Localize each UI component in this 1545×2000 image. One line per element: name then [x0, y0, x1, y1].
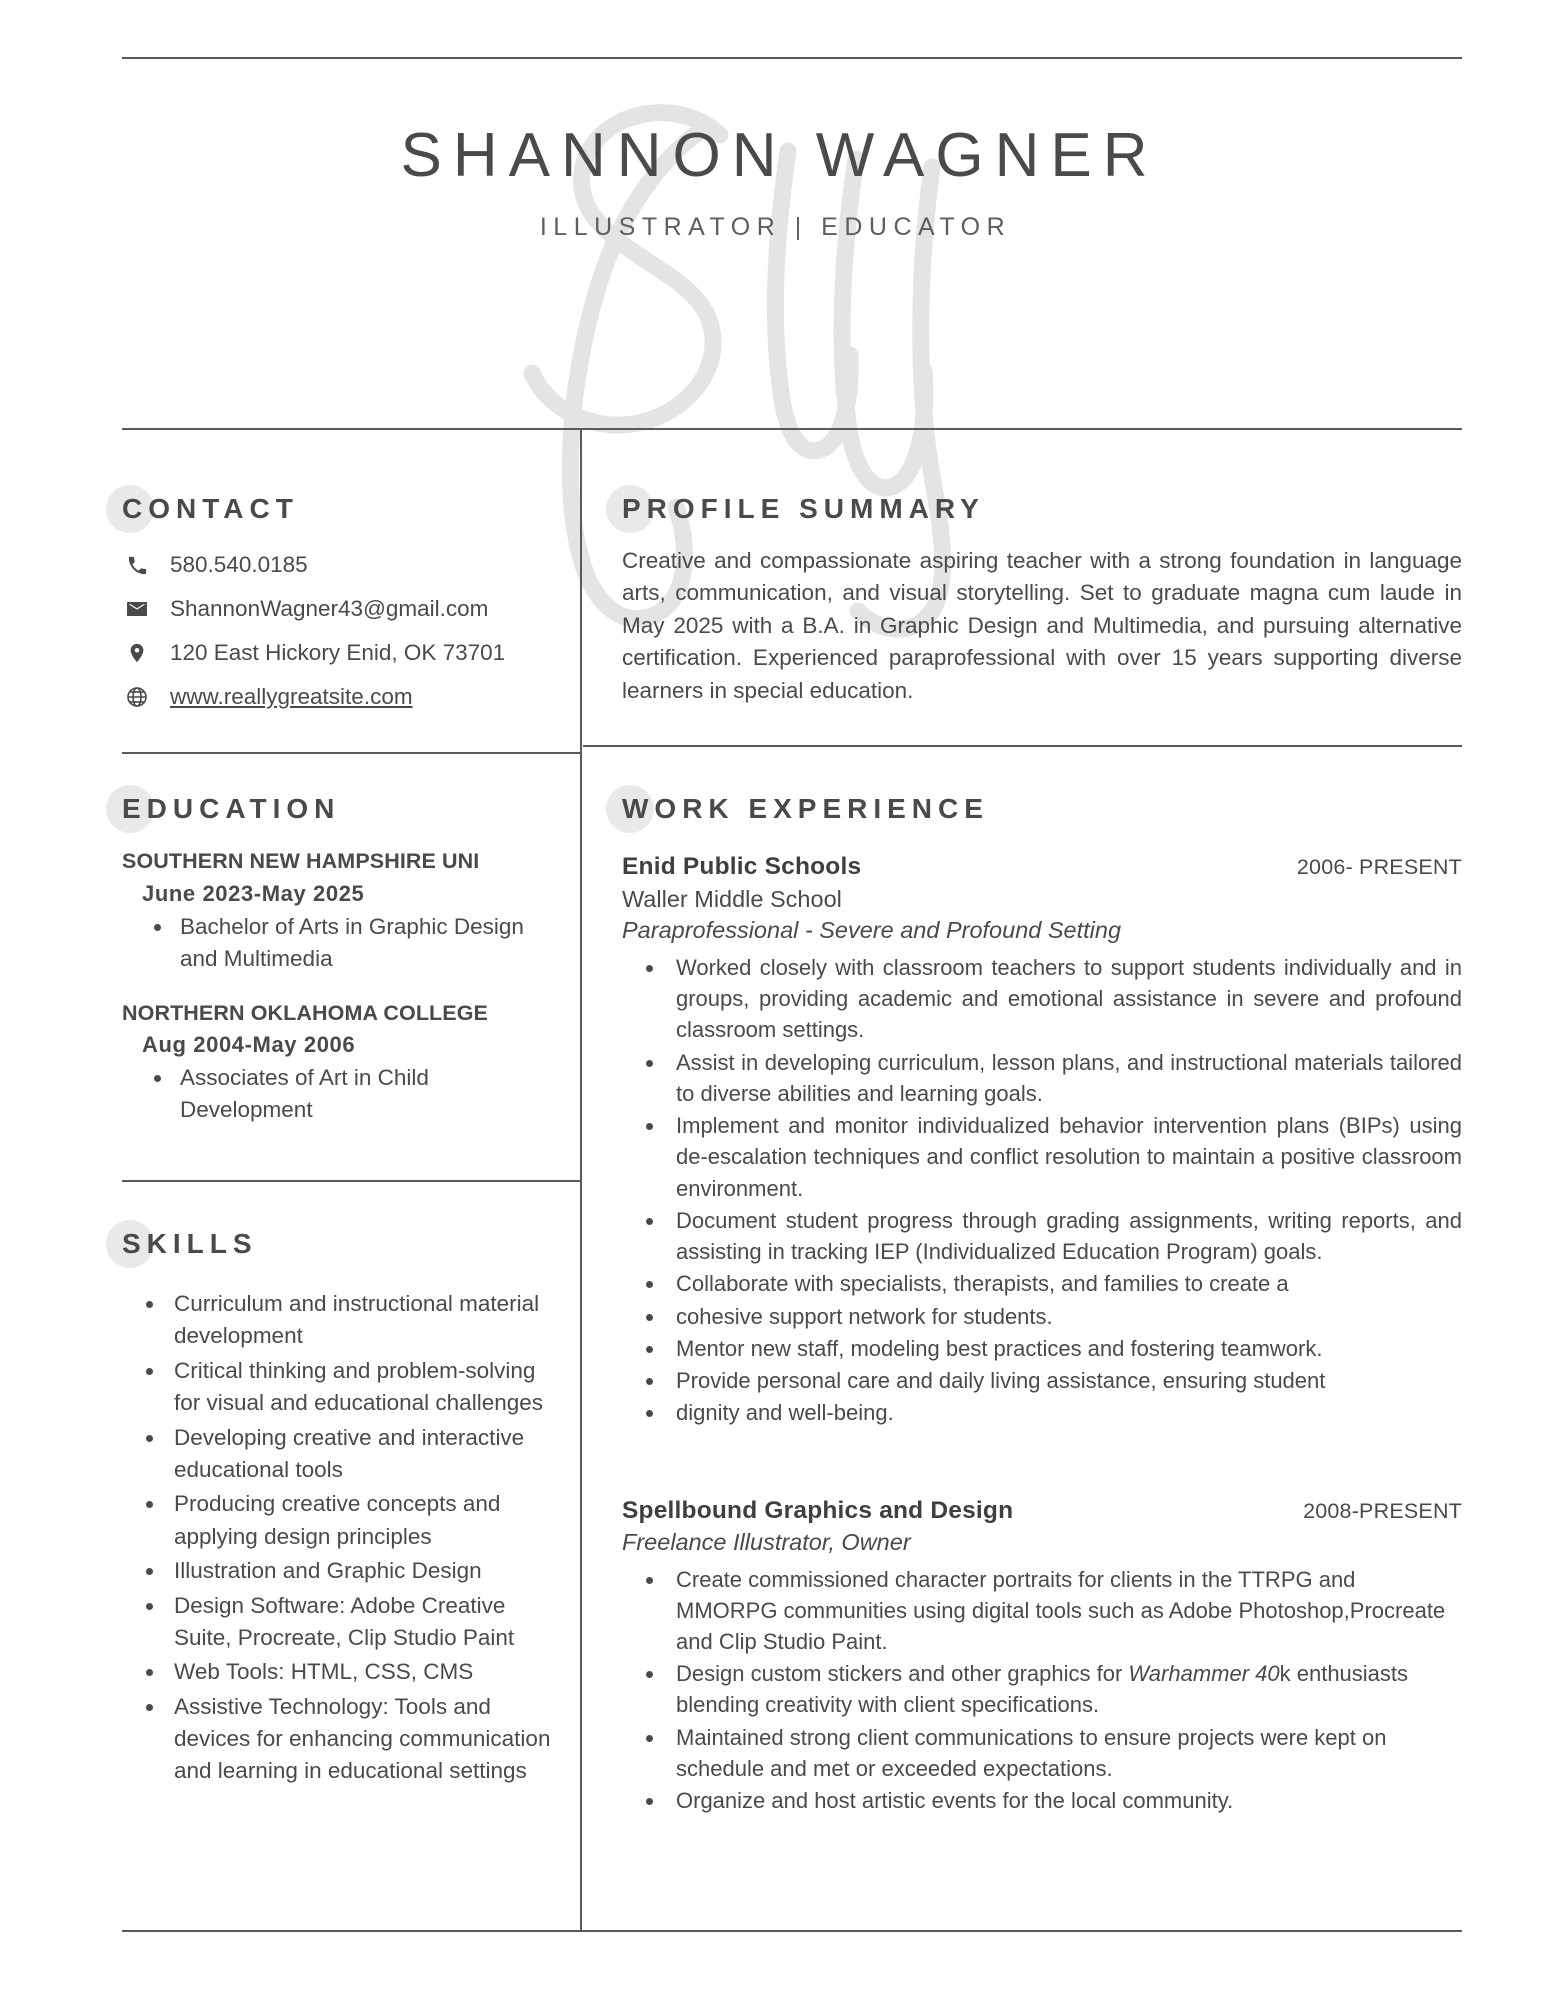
contact-item-website[interactable] — [122, 683, 562, 711]
contact-section — [122, 495, 562, 728]
contact-heading: CONTACT — [122, 493, 299, 524]
job-header — [622, 853, 1462, 881]
contact-value: 120 East Hickory Enid, OK 73701 — [170, 640, 506, 666]
job-bullet: • Document student progress through grading assignments, writing reports, and assisting in tracking IEP (Individualized Education Program) goals. — [666, 1205, 1462, 1267]
work-heading: WORK EXPERIENCE — [622, 793, 989, 824]
education-entry — [122, 1001, 562, 1127]
skills-heading: SKILLS — [122, 1228, 258, 1259]
skill-item: • Design Software: Adobe Creative Suite, Procreate, Clip Studio Paint — [166, 1590, 562, 1655]
job-bullets — [622, 952, 1462, 1429]
resume-header — [0, 120, 1545, 242]
skill-item: • Web Tools: HTML, CSS, CMS — [166, 1656, 562, 1688]
contact-item-email — [122, 595, 562, 623]
skill-item: • Illustration and Graphic Design — [166, 1555, 562, 1587]
divider-vertical — [580, 428, 582, 1930]
job-bullet: • Provide personal care and daily living assistance, ensuring student — [666, 1365, 1462, 1396]
job-dates: 2008-PRESENT — [1303, 1498, 1462, 1523]
map-pin-icon — [122, 640, 152, 666]
contact-list — [122, 551, 562, 712]
globe-icon — [122, 684, 152, 710]
education-school: NORTHERN OKLAHOMA COLLEGE — [122, 1000, 488, 1025]
education-section — [122, 795, 562, 1126]
job-company: Spellbound Graphics and Design — [622, 1496, 1014, 1524]
contact-value: 580.540.0185 — [170, 552, 308, 577]
phone-icon — [122, 552, 152, 578]
skill-item: • Developing creative and interactive educational tools — [166, 1422, 562, 1487]
job-company: Enid Public Schools — [622, 853, 862, 880]
education-detail: • Associates of Art in Child Development — [174, 1062, 562, 1126]
job-bullet: • Assist in developing curriculum, lesson plans, and instructional materials tailored to diverse abilities and learning goals. — [666, 1047, 1462, 1109]
job-bullet: • Collaborate with specialists, therapists, and families to create a — [666, 1268, 1462, 1299]
divider-profile — [583, 745, 1462, 747]
education-entry — [122, 849, 562, 975]
job-bullet: • Mentor new staff, modeling best practices and fostering teamwork. — [666, 1333, 1462, 1364]
envelope-icon — [122, 596, 152, 622]
education-detail: • Bachelor of Arts in Graphic Design and Multimedia — [174, 911, 562, 975]
skill-item: • Critical thinking and problem-solving for visual and educational challenges — [166, 1355, 562, 1420]
job-bullet: • Create commissioned character portraits for clients in the TTRPG and MMORPG communities using digital tools such as Adobe Photoshop,Procreate and Clip Studio Paint. — [666, 1564, 1462, 1658]
contact-item-phone — [122, 551, 562, 579]
education-details — [122, 911, 562, 975]
divider-bottom — [122, 1930, 1462, 1932]
contact-value: ShannonWagner43@gmail.com — [170, 596, 489, 622]
divider-contact — [122, 752, 582, 754]
education-heading: EDUCATION — [122, 793, 341, 824]
job-bullets — [622, 1564, 1462, 1817]
job-bullet: • Implement and monitor individualized behavior intervention plans (BIPs) using de-escalation techniques and conflict resolution to maintain a positive classroom environment. — [666, 1110, 1462, 1204]
skill-item: • Producing creative concepts and applying design principles — [166, 1488, 562, 1553]
skill-item: • Curriculum and instructional material development — [166, 1288, 562, 1353]
profile-heading: PROFILE SUMMARY — [622, 493, 985, 524]
divider-header-bottom — [122, 428, 1462, 430]
job-location: Waller Middle School — [622, 886, 842, 912]
profile-section — [622, 495, 1462, 707]
skills-section — [122, 1230, 562, 1790]
job-role: Freelance Illustrator, Owner — [622, 1528, 911, 1555]
job-bullet: • cohesive support network for students. — [666, 1301, 1462, 1332]
job-dates: 2006- PRESENT — [1296, 855, 1462, 879]
job-entry — [622, 1497, 1462, 1817]
candidate-tagline: ILLUSTRATOR | EDUCATOR — [539, 213, 1012, 242]
education-dates: Aug 2004-May 2006 — [142, 1032, 356, 1058]
job-bullet: • Organize and host artistic events for the local community. — [666, 1785, 1462, 1816]
skills-list — [122, 1288, 562, 1788]
contact-item-address — [122, 639, 562, 667]
divider-education — [122, 1180, 582, 1182]
education-school: SOUTHERN NEW HAMPSHIRE UNI — [122, 849, 480, 873]
education-details — [122, 1062, 562, 1126]
job-bullet: • dignity and well-being. — [666, 1397, 1462, 1428]
candidate-name: SHANNON WAGNER — [400, 121, 1159, 190]
job-role: Paraprofessional - Severe and Profound Setting — [622, 917, 1122, 943]
contact-value[interactable]: www.reallygreatsite.com — [170, 684, 413, 710]
job-bullet: • Worked closely with classroom teachers to support students individually and in groups, providing academic and emotional assistance in severe and profound classroom settings. — [666, 952, 1462, 1046]
job-entry — [622, 853, 1462, 1429]
profile-text: Creative and compassionate aspiring teacher with a strong foundation in language arts, communication, and visual storytelling. Set to graduate magna cum laude in May 2025 with a B.A. in Graphic Design and Multimedia, and pursuing alternative certification. Experienced paraprofessional with over 15 years supporting diverse learners in special education. — [622, 548, 1462, 703]
work-experience-section — [622, 795, 1462, 1817]
job-header — [622, 1497, 1462, 1525]
divider-top — [122, 57, 1462, 59]
skill-item: • Assistive Technology: Tools and devices for enhancing communication and learning in educational settings — [166, 1691, 562, 1788]
education-dates: June 2023-May 2025 — [142, 880, 365, 906]
job-bullet: • Maintained strong client communications to ensure projects were kept on schedule and met or exceeded expectations. — [666, 1722, 1462, 1784]
job-bullet: • Design custom stickers and other graphics for Warhammer 40k enthusiasts blending creativity with client specifications. — [666, 1658, 1462, 1720]
